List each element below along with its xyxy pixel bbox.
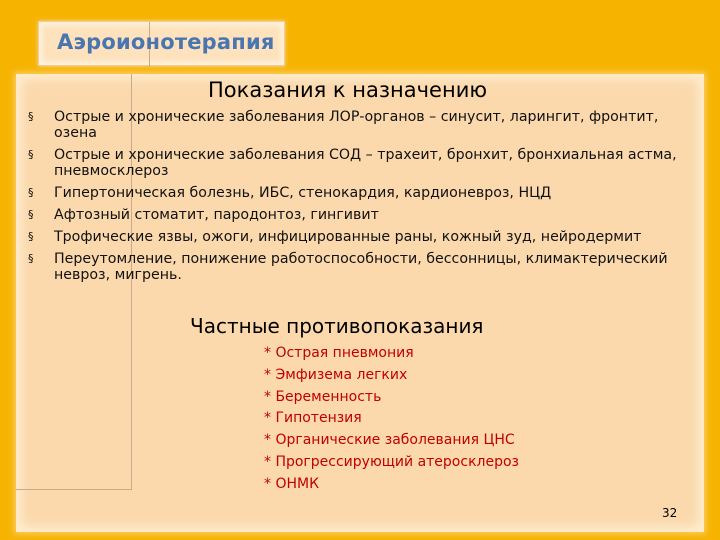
bullet-icon: §: [28, 148, 34, 161]
contraindication-item: * Беременность: [264, 388, 382, 405]
indication-item: [28, 229, 700, 245]
contraindications-heading: Частные противопоказания: [190, 314, 484, 338]
guide-line-horizontal: [16, 489, 132, 490]
indication-text: Острые и хронические заболевания СОД – трахеит, бронхит, бронхиальная астма, пневмосклероз: [54, 147, 677, 179]
contraindication-item: * ОНМК: [264, 475, 320, 492]
bullet-icon: §: [28, 252, 34, 265]
indication-item: [28, 207, 700, 223]
contraindication-item: * Эмфизема легких: [264, 366, 408, 383]
bullet-icon: §: [28, 186, 34, 199]
indication-item: [28, 147, 700, 179]
indication-text: Трофические язвы, ожоги, инфицированные раны, кожный зуд, нейродермит: [54, 229, 642, 245]
indication-text: Гипертоническая болезнь, ИБС, стенокардия, кардионевроз, НЦД: [54, 185, 552, 201]
indications-list: [28, 109, 700, 289]
indication-item: [28, 185, 700, 201]
indication-item: [28, 109, 700, 141]
slide-title: Аэроионотерапия: [57, 30, 275, 54]
indication-text: Афтозный стоматит, пародонтоз, гингивит: [54, 207, 379, 223]
contraindications-list: [264, 343, 519, 496]
indication-item: [28, 251, 700, 283]
contraindication-item: * Органические заболевания ЦНС: [264, 432, 515, 449]
contraindication-item: * Гипотензия: [264, 410, 362, 427]
indication-text: Острые и хронические заболевания ЛОР-органов – синусит, ларингит, фронтит, озена: [54, 109, 659, 141]
bullet-icon: §: [28, 110, 34, 123]
title-box: [38, 21, 285, 66]
contraindication-item: * Острая пневмония: [264, 345, 414, 361]
bullet-icon: §: [28, 208, 34, 221]
bullet-icon: §: [28, 230, 34, 243]
indications-heading: Показания к назначению: [208, 78, 488, 102]
contraindication-item: * Прогрессирующий атеросклероз: [264, 453, 519, 470]
page-number: 32: [662, 506, 678, 520]
indication-text: Переутомление, понижение работоспособности, бессонницы, климактерический невроз, мигрень.: [54, 251, 668, 283]
